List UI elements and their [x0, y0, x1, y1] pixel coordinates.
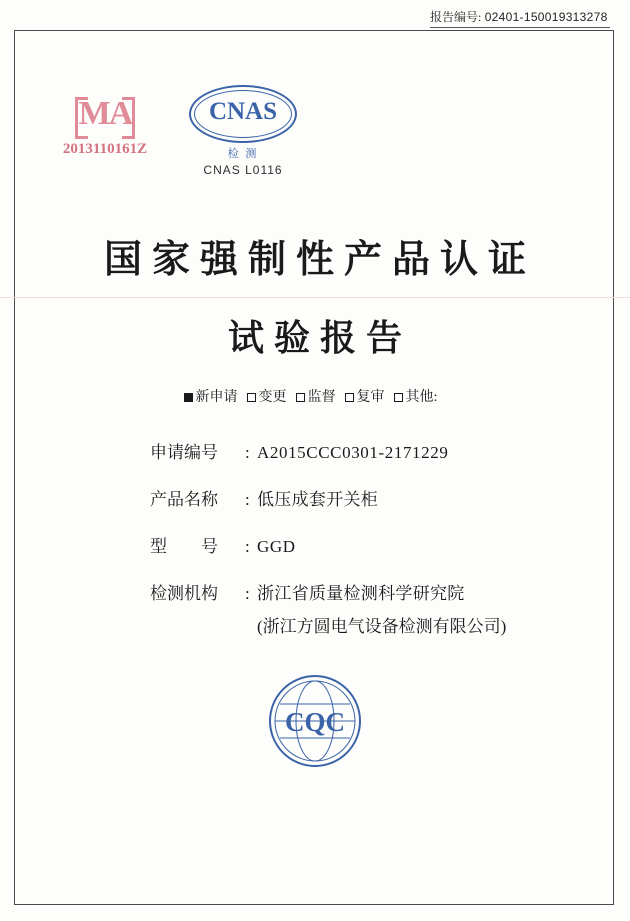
field-row-application-number — [150, 438, 570, 463]
application-type-option[interactable] — [345, 386, 385, 406]
field-label: 申请编号 — [150, 443, 218, 462]
field-label: 产品名称 — [150, 490, 218, 509]
application-type-label: 变更 — [258, 390, 287, 405]
page-subtitle: 试验报告 — [227, 318, 412, 358]
cqc-logo-icon — [268, 674, 362, 768]
field-row-testing-organization — [150, 579, 570, 604]
checkbox-icon[interactable] — [247, 393, 256, 402]
page-title: 国家强制性产品认证 — [103, 239, 536, 281]
field-colon: : — [245, 443, 250, 462]
field-value-testing-organization-second-line: (浙江方圆电气设备检测有限公司) — [257, 617, 507, 636]
scan-artifact-line — [0, 297, 630, 298]
field-list — [150, 438, 570, 657]
cma-certificate-number: 2013110161Z — [62, 141, 148, 157]
application-type-label: 其他: — [405, 390, 438, 405]
field-label: 检测机构 — [150, 584, 218, 603]
field-colon: : — [245, 584, 250, 603]
application-type-option[interactable] — [296, 386, 336, 406]
field-value-testing-organization: 浙江省质量检测科学研究院 — [257, 584, 465, 603]
application-type-row — [0, 386, 630, 406]
application-type-label: 新申请 — [195, 390, 238, 405]
application-type-option[interactable] — [394, 386, 438, 406]
cma-logo-icon: MA — [75, 95, 136, 133]
field-row-model — [150, 532, 570, 557]
checkbox-icon[interactable] — [184, 393, 193, 402]
field-value-model: GGD — [257, 537, 296, 556]
application-type-label: 复审 — [356, 390, 385, 405]
field-value-application-number: A2015CCC0301-2171229 — [257, 443, 449, 462]
checkbox-icon[interactable] — [394, 393, 403, 402]
report-number — [430, 8, 610, 28]
cnas-logo-icon — [189, 85, 297, 143]
field-colon: : — [245, 490, 250, 509]
cnas-sub-text: 检 测 — [227, 148, 259, 160]
field-value-product-name: 低压成套开关柜 — [257, 490, 379, 509]
cma-mark — [45, 95, 165, 158]
cnas-mark — [178, 85, 308, 177]
field-label: 型 号 — [150, 537, 218, 556]
field-colon: : — [245, 537, 250, 556]
cnas-code: CNAS L0116 — [203, 163, 283, 177]
report-number-label: 报告编号: — [430, 10, 482, 24]
checkbox-icon[interactable] — [345, 393, 354, 402]
application-type-option[interactable] — [247, 386, 287, 406]
application-type-label: 监督 — [307, 390, 336, 405]
report-number-value: 02401-150019313278 — [484, 10, 608, 24]
svg-text:CQC: CQC — [285, 707, 345, 737]
field-row-product-name — [150, 485, 570, 510]
checkbox-icon[interactable] — [296, 393, 305, 402]
cnas-logo-text: CNAS — [208, 98, 278, 125]
application-type-option[interactable] — [184, 386, 238, 406]
